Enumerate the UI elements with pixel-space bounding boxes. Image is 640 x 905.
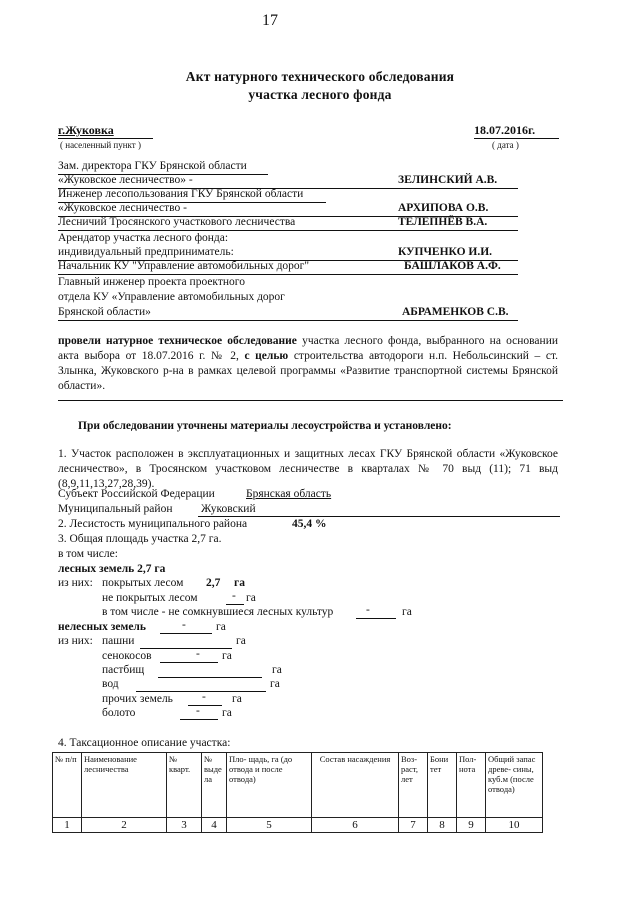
waters-underline (136, 691, 266, 692)
location-paragraph: 1. Участок расположен в эксплуатационных и защитных лесах ГКУ Брянской области «Жуковское лесничество», в Тросянском участковом лесничестве в кварталах № 70 выд (11); 71 выд (8,9,11,13,27,28,39). (58, 448, 558, 490)
header-cell: № п/п (53, 753, 82, 818)
pastures-unit: га (272, 664, 282, 676)
district-label: Муниципальный район (58, 503, 173, 515)
swamp-underline (180, 719, 218, 720)
place: г.Жуковка (58, 123, 114, 137)
document-subtitle: участка лесного фонда (248, 87, 392, 102)
not-covered-label: не покрытых лесом (102, 592, 198, 604)
date-caption: ( дата ) (492, 140, 519, 150)
other-lands-value: - (202, 691, 206, 703)
pastures-underline (158, 677, 262, 678)
taxation-table (52, 752, 543, 833)
header-cell: Наименование лесничества (82, 753, 167, 818)
intro-paragraph (58, 334, 558, 394)
official-position: Арендатор участка лесного фонда: (58, 232, 229, 244)
swamp-unit: га (222, 707, 232, 719)
not-covered-underline (226, 604, 244, 605)
official-position: отдела КУ «Управление автомобильных дорог (58, 291, 285, 303)
official-position: индивидуальный предприниматель: (58, 246, 234, 258)
header-cell: Бони тет (428, 753, 457, 818)
intro-text: участка лесного фонда, выбранного на основании акта выбора от 18.07.2016 г. № 2, (58, 335, 558, 362)
header-cell: Пол- нота (457, 753, 486, 818)
subject-label: Субъект Российской Федерации (58, 488, 215, 500)
column-number-cell: 2 (82, 818, 167, 833)
nonclosed-cultures-label: в том числе - не сомкнувшиеся лесных культур (102, 606, 334, 618)
official-position: Главный инженер проекта проектного (58, 276, 245, 288)
forest-cover-label: 2. Лесистость муниципального района (58, 518, 248, 530)
intro-purpose-label: с целью (244, 350, 289, 362)
covered-unit: га (234, 577, 245, 589)
column-number-cell: 3 (167, 818, 202, 833)
arable-label: пашни (102, 635, 135, 647)
header-cell: Состав насаждения (312, 753, 399, 818)
arable-unit: га (236, 635, 246, 647)
column-number-cell: 9 (457, 818, 486, 833)
waters-unit: га (270, 678, 280, 690)
hayfields-unit: га (222, 650, 232, 662)
other-lands-label: прочих земель (102, 693, 173, 705)
official-position: «Жуковское лесничество» - (58, 174, 193, 186)
hayfields-value: - (196, 648, 200, 660)
header-cell: Пло- щадь, га (до отвода и после отвода) (227, 753, 312, 818)
including-label: в том числе: (58, 548, 118, 560)
nonforest-unit: га (216, 621, 226, 633)
intro-text-purpose: строительства автодороги н.п. Небольсинский – ст. Злынка, Жуковского р-на в рамках целевой программы «Развитие транспортной системы Брянской области». (58, 350, 558, 392)
official-position: «Жуковское лесничество - (58, 202, 187, 214)
nonclosed-cultures-value: - (366, 604, 370, 616)
column-number-cell: 8 (428, 818, 457, 833)
covered-label: покрытых лесом (102, 577, 184, 589)
nonforest-label: нелесных земель (58, 621, 146, 633)
place-caption: ( населенный пункт ) (60, 140, 141, 150)
not-covered-unit: га (246, 592, 256, 604)
forest-lands: лесных земель 2,7 га (58, 563, 166, 575)
official-position: Начальник КУ "Управление автомобильных дорог" (58, 260, 310, 272)
official-underline (58, 320, 518, 321)
other-lands-underline (188, 705, 222, 706)
column-number-cell: 10 (486, 818, 543, 833)
column-number-cell: 6 (312, 818, 399, 833)
of-them-label-2: из них: (58, 635, 93, 647)
page-number: 17 (262, 12, 278, 29)
column-number-cell: 4 (202, 818, 227, 833)
other-lands-unit: га (232, 693, 242, 705)
hayfields-underline (160, 662, 218, 663)
official-underline (58, 274, 518, 275)
swamp-value: - (196, 705, 200, 717)
official-name: ЗЕЛИНСКИЙ А.В. (398, 174, 498, 186)
section-heading: При обследовании уточнены материалы лесоустройства и установлено: (78, 420, 452, 432)
of-them-label: из них: (58, 577, 93, 589)
nonforest-value: - (182, 619, 186, 631)
official-name: БАШЛАКОВ А.Ф. (404, 260, 501, 272)
header-cell: Общий запас древе- сины, куб.м (после отвода) (486, 753, 543, 818)
header-cell: Воз- раст, лет (399, 753, 428, 818)
nonforest-underline (160, 633, 212, 634)
pastures-label: пастбищ (102, 664, 145, 676)
subject-value: Брянская область (246, 488, 332, 500)
forest-cover-value: 45,4 % (292, 518, 327, 530)
arable-underline (140, 648, 232, 649)
place-underline (58, 138, 153, 139)
nonclosed-unit: га (402, 606, 412, 618)
covered-value: 2,7 (206, 577, 221, 589)
swamp-label: болото (102, 707, 136, 719)
official-underline (58, 230, 518, 231)
table-row (53, 818, 543, 833)
date: 18.07.2016г. (474, 123, 536, 137)
intro-bold-phrase: провели натурное техническое обследование (58, 335, 297, 347)
hayfields-label: сенокосов (102, 650, 152, 662)
district-underline (198, 516, 560, 517)
total-area: 3. Общая площадь участка 2,7 га. (58, 533, 222, 545)
official-position: Лесничий Тросянского участкового лесничества (58, 216, 296, 228)
document-title: Акт натурного технического обследования (185, 69, 455, 84)
section-divider (58, 400, 563, 401)
table-header-row (53, 753, 543, 818)
official-position: Брянской области» (58, 306, 151, 318)
official-position: Зам. директора ГКУ Брянской области (58, 160, 247, 172)
official-name: АБРАМЕНКОВ С.В. (402, 306, 509, 318)
column-number-cell: 1 (53, 818, 82, 833)
official-position: Инженер лесопользования ГКУ Брянской области (58, 188, 304, 200)
taxation-heading: 4. Таксационное описание участка: (58, 737, 231, 749)
column-number-cell: 7 (399, 818, 428, 833)
nonclosed-underline (356, 618, 396, 619)
header-cell: № выде ла (202, 753, 227, 818)
official-name: КУПЧЕНКО И.И. (398, 246, 493, 258)
date-underline (474, 138, 559, 139)
official-name: АРХИПОВА О.В. (398, 202, 489, 214)
waters-label: вод (102, 678, 119, 690)
district-value: Жуковский (201, 503, 256, 515)
official-name: ТЕЛЕПНЁВ В.А. (398, 216, 488, 228)
header-cell: № кварт. (167, 753, 202, 818)
not-covered-value: - (232, 590, 236, 602)
column-number-cell: 5 (227, 818, 312, 833)
